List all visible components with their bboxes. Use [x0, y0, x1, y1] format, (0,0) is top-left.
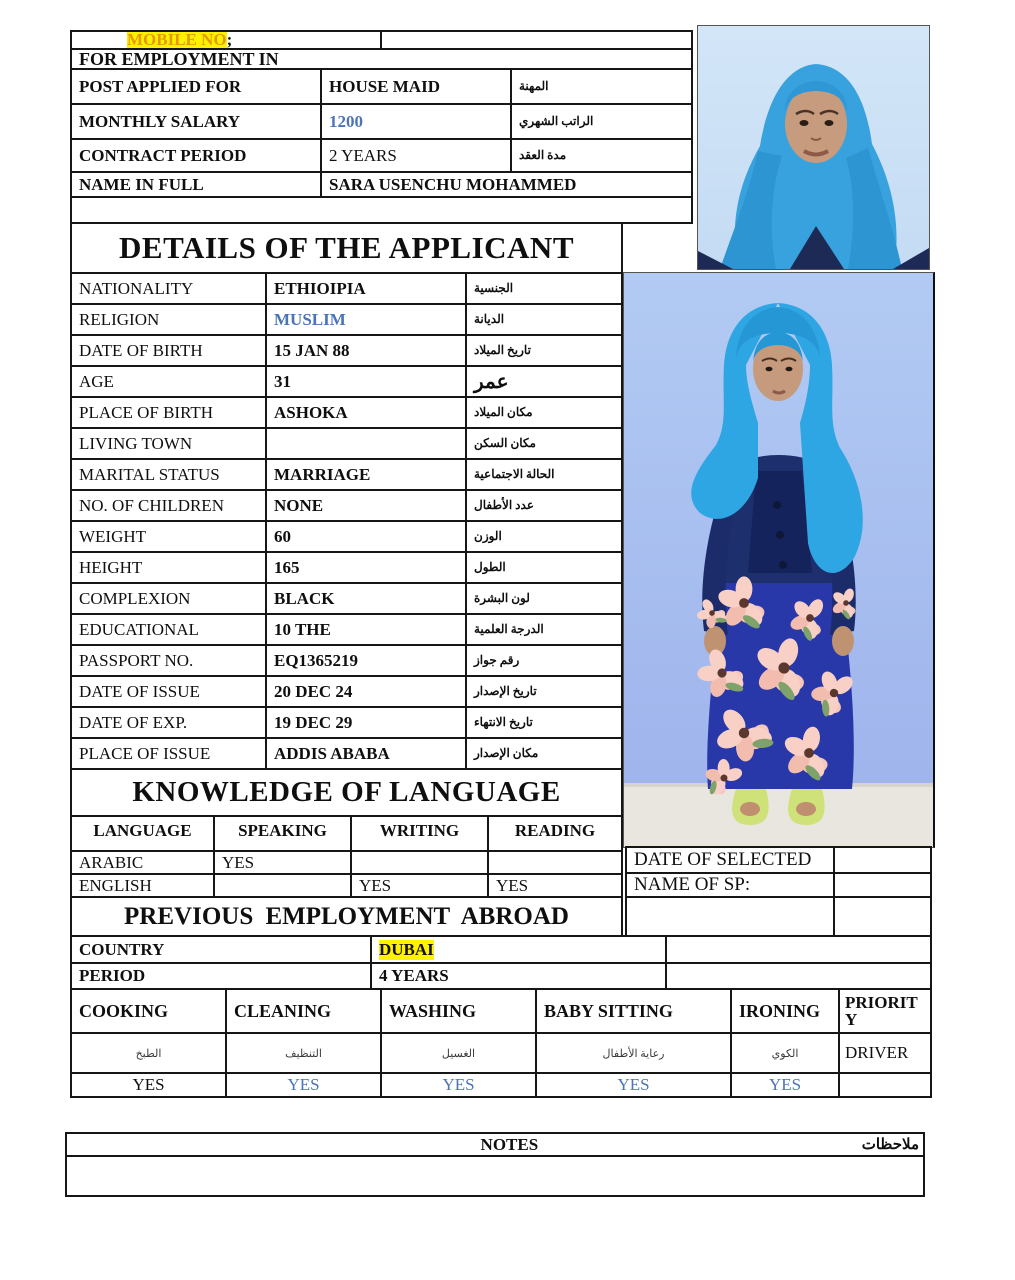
- details-label: NATIONALITY: [70, 272, 267, 305]
- skill-yes-priority: [838, 1072, 932, 1098]
- notes-title: NOTES: [480, 1134, 539, 1154]
- skill-header-cooking: COOKING: [70, 988, 227, 1034]
- mobile-no-suffix: ;: [226, 30, 233, 49]
- employment-in-cell: FOR EMPLOYMENT IN: [70, 48, 693, 70]
- details-value: MUSLIM: [265, 303, 467, 336]
- employment-title: PREVIOUS EMPLOYMENT ABROAD: [70, 896, 623, 937]
- fullbody-photo-graphic: [624, 273, 933, 847]
- post-applied-label: POST APPLIED FOR: [70, 68, 322, 105]
- details-label: DATE OF EXP.: [70, 706, 267, 739]
- language-header-speaking: SPEAKING: [213, 815, 352, 852]
- details-label: EDUCATIONAL: [70, 613, 267, 646]
- details-arabic: تاريخ الميلاد: [465, 334, 623, 367]
- details-arabic: لون البشرة: [465, 582, 623, 615]
- details-label: MARITAL STATUS: [70, 458, 267, 491]
- date-of-selected-value: [833, 846, 932, 874]
- details-value: 60: [265, 520, 467, 553]
- post-applied-arabic: المهنة: [510, 68, 693, 105]
- skill-priority-value: DRIVER: [838, 1032, 932, 1074]
- mobile-no-label: MOBILE NO: [127, 30, 227, 49]
- skill-arabic-ironing: الكوي: [730, 1032, 840, 1074]
- skill-header-ironing: IRONING: [730, 988, 840, 1034]
- details-label: DATE OF ISSUE: [70, 675, 267, 708]
- details-arabic: مكان السكن: [465, 427, 623, 460]
- skill-arabic-cooking: الطبخ: [70, 1032, 227, 1074]
- details-value: 31: [265, 365, 467, 398]
- country-value: DUBAI: [379, 939, 434, 959]
- details-label: AGE: [70, 365, 267, 398]
- notes-body: [65, 1155, 925, 1197]
- details-value: BLACK: [265, 582, 467, 615]
- details-value: 19 DEC 29: [265, 706, 467, 739]
- language-row-arabic-writing: [350, 850, 489, 875]
- period-value: 4 YEARS: [370, 962, 667, 990]
- skill-arabic-cleaning: التنظيف: [225, 1032, 382, 1074]
- details-arabic: الحالة الاجتماعية: [465, 458, 623, 491]
- notes-header: [65, 1132, 925, 1157]
- details-label: LIVING TOWN: [70, 427, 267, 460]
- applicant-fullbody-photo: [623, 272, 935, 848]
- skill-header-babysitting: BABY SITTING: [535, 988, 732, 1034]
- country-label: COUNTRY: [70, 935, 372, 964]
- details-label: PLACE OF ISSUE: [70, 737, 267, 770]
- salary-value: 1200: [320, 103, 512, 140]
- details-arabic: عدد الأطفال: [465, 489, 623, 522]
- language-header-writing: WRITING: [350, 815, 489, 852]
- details-label: DATE OF BIRTH: [70, 334, 267, 367]
- details-value: [265, 427, 467, 460]
- date-of-selected-label: DATE OF SELECTED: [625, 846, 835, 874]
- notes-arabic-label: ملاحظات: [861, 1137, 919, 1153]
- skill-yes-ironing: YES: [730, 1072, 840, 1098]
- details-arabic: مكان الميلاد: [465, 396, 623, 429]
- selection-empty-value: [833, 896, 932, 937]
- details-label: PASSPORT NO.: [70, 644, 267, 677]
- country-value-cell: [370, 935, 667, 964]
- details-arabic: الطول: [465, 551, 623, 584]
- language-row-english-name: ENGLISH: [70, 873, 215, 898]
- details-arabic: تاريخ الإصدار: [465, 675, 623, 708]
- details-arabic: رقم جواز: [465, 644, 623, 677]
- contract-value: 2 YEARS: [320, 138, 512, 173]
- details-value: MARRIAGE: [265, 458, 467, 491]
- mobile-no-cell: [70, 30, 382, 50]
- details-label: RELIGION: [70, 303, 267, 336]
- skill-yes-cooking: YES: [70, 1072, 227, 1098]
- skill-header-cleaning: CLEANING: [225, 988, 382, 1034]
- details-label: WEIGHT: [70, 520, 267, 553]
- details-arabic: الوزن: [465, 520, 623, 553]
- applicant-portrait-photo: [697, 25, 930, 270]
- details-title: DETAILS OF THE APPLICANT: [70, 222, 623, 274]
- language-header-reading: READING: [487, 815, 623, 852]
- skill-header-priority: PRIORITY: [838, 988, 932, 1034]
- details-label: PLACE OF BIRTH: [70, 396, 267, 429]
- details-arabic: مكان الإصدار: [465, 737, 623, 770]
- name-of-sp-label: NAME OF SP:: [625, 872, 835, 898]
- salary-arabic: الراتب الشهري: [510, 103, 693, 140]
- details-arabic: عمر: [465, 365, 623, 398]
- details-arabic: الدرجة العلمية: [465, 613, 623, 646]
- language-row-arabic-speaking: YES: [213, 850, 352, 875]
- full-name-value: SARA USENCHU MOHAMMED: [320, 171, 693, 198]
- details-arabic: تاريخ الانتهاء: [465, 706, 623, 739]
- skill-yes-cleaning: YES: [225, 1072, 382, 1098]
- language-row-english-speaking: [213, 873, 352, 898]
- details-value: EQ1365219: [265, 644, 467, 677]
- name-of-sp-value: [833, 872, 932, 898]
- skill-yes-washing: YES: [380, 1072, 537, 1098]
- full-name-label: NAME IN FULL: [70, 171, 322, 198]
- details-value: ASHOKA: [265, 396, 467, 429]
- details-value: 20 DEC 24: [265, 675, 467, 708]
- skill-header-washing: WASHING: [380, 988, 537, 1034]
- details-arabic: الديانة: [465, 303, 623, 336]
- language-title: KNOWLEDGE OF LANGUAGE: [70, 768, 623, 817]
- language-row-english-writing: YES: [350, 873, 489, 898]
- contract-label: CONTRACT PERIOD: [70, 138, 322, 173]
- language-row-arabic-reading: [487, 850, 623, 875]
- details-value: ETHIOIPIA: [265, 272, 467, 305]
- details-value: ADDIS ABABA: [265, 737, 467, 770]
- salary-label: MONTHLY SALARY: [70, 103, 322, 140]
- skill-yes-babysitting: YES: [535, 1072, 732, 1098]
- details-value: 10 THE: [265, 613, 467, 646]
- details-value: NONE: [265, 489, 467, 522]
- post-applied-value: HOUSE MAID: [320, 68, 512, 105]
- language-row-arabic-name: ARABIC: [70, 850, 215, 875]
- country-extra-cell: [665, 935, 932, 964]
- contract-arabic: مدة العقد: [510, 138, 693, 173]
- details-label: COMPLEXION: [70, 582, 267, 615]
- period-label: PERIOD: [70, 962, 372, 990]
- period-extra-cell: [665, 962, 932, 990]
- details-value: 165: [265, 551, 467, 584]
- mobile-no-value-cell: [380, 30, 693, 50]
- top-empty-row: [70, 196, 693, 224]
- skill-arabic-washing: الغسيل: [380, 1032, 537, 1074]
- selection-empty-cell: [625, 896, 835, 937]
- skill-arabic-babysitting: رعاية الأطفال: [535, 1032, 732, 1074]
- details-label: HEIGHT: [70, 551, 267, 584]
- details-value: 15 JAN 88: [265, 334, 467, 367]
- language-row-english-reading: YES: [487, 873, 623, 898]
- details-arabic: الجنسية: [465, 272, 623, 305]
- details-label: NO. OF CHILDREN: [70, 489, 267, 522]
- portrait-photo-graphic: [698, 26, 929, 269]
- language-header-language: LANGUAGE: [70, 815, 215, 852]
